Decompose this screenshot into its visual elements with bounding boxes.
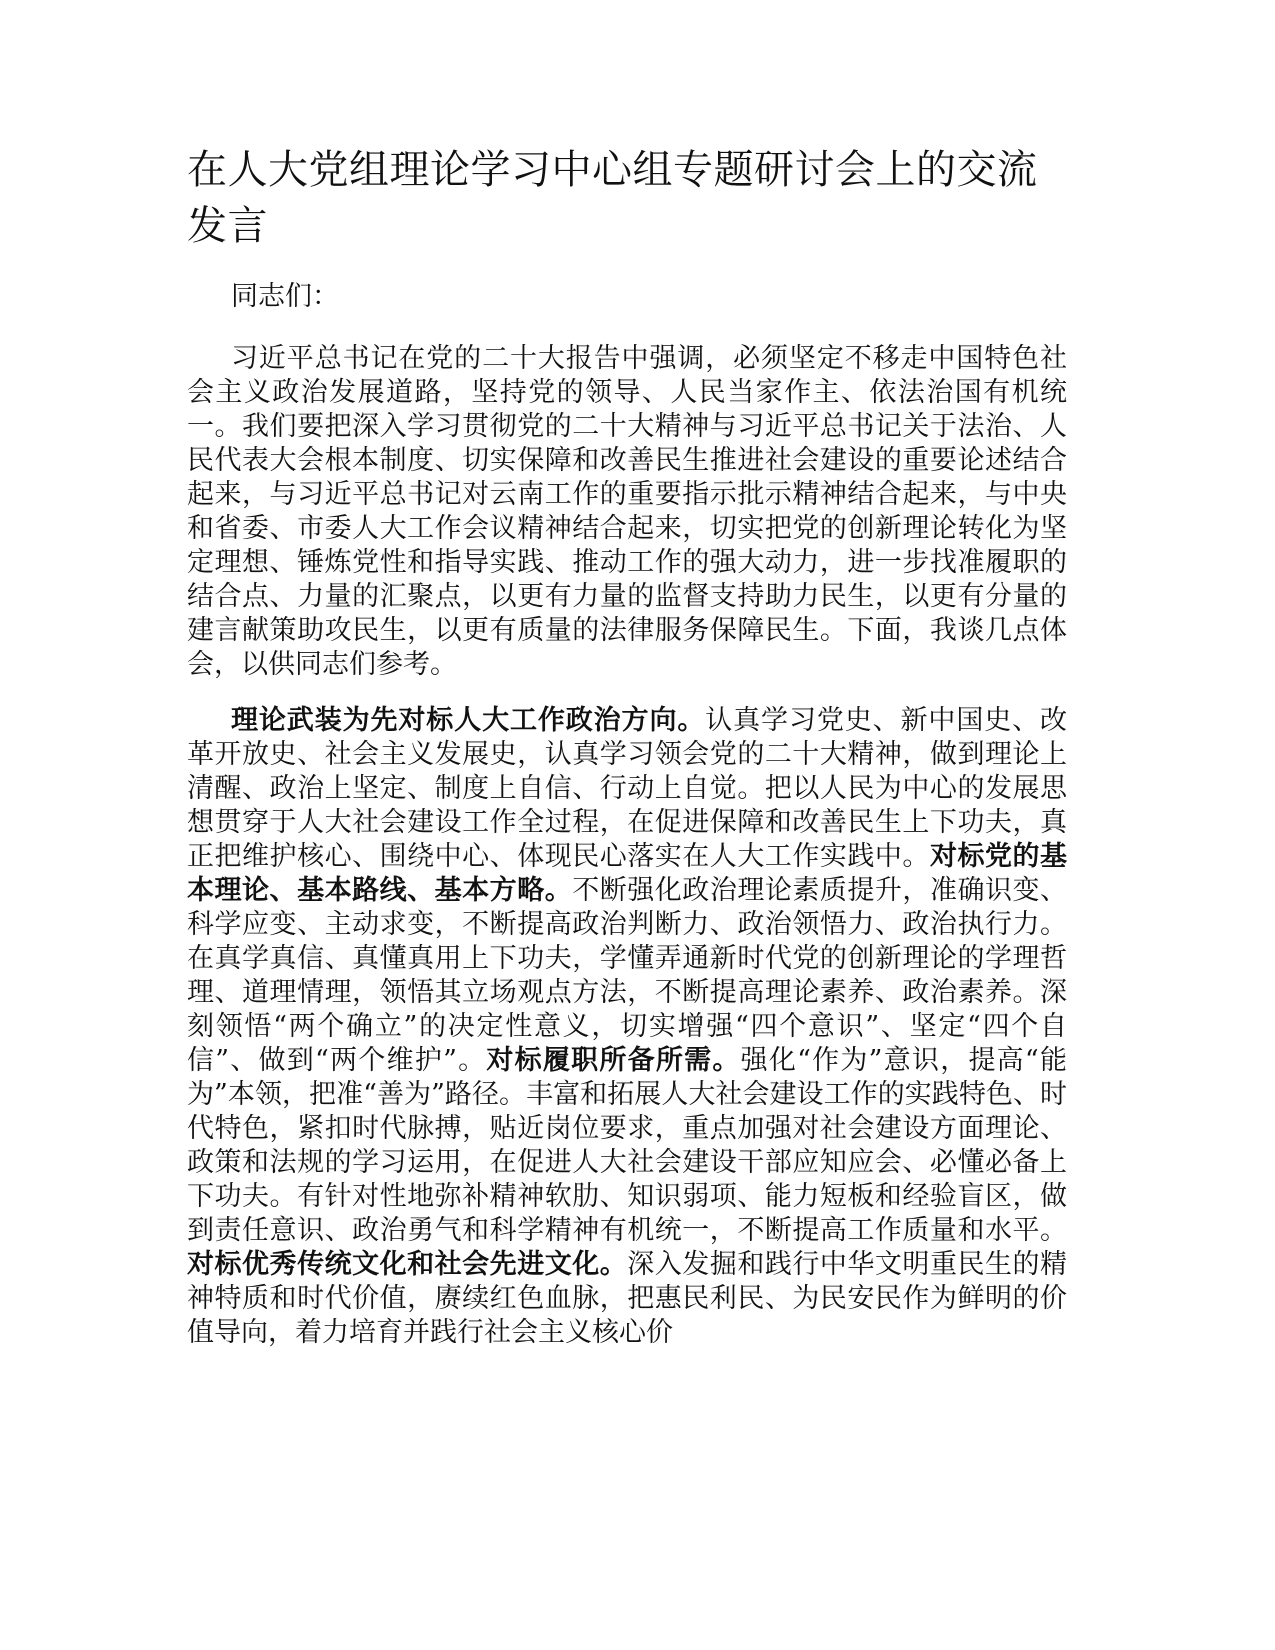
paragraph-theory — [187, 704, 1067, 1350]
body-text: 认真学习党史、新中国史、改革开放史、社会主义发展史，认真学习领会党的二十大精神，做到理论上清醒、政治上坚定、制度上自信、行动上自觉。把以人民为中心的发展思想贯穿于人大社会建设工作全过程，在促进保障和改善民生上下功夫，真正把维护核心、围绕中心、体现民心落实在人大工作实践中。 — [187, 705, 1068, 872]
subheading-duty-needs: 对标履职所备所需。 — [486, 1045, 741, 1076]
body-text: 不断强化政治理论素质提升，准确识变、科学应变、主动求变，不断提高政治判断力、政治领悟力、政治执行力。在真学真信、真懂真用上下功夫，学懂弄通新时代党的创新理论的学理哲理、道理情理，领悟其立场观点方法，不断提高理论素养、政治素养。深刻领悟“两个确立”的决定性意义，切实增强“四个意识”、坚定“四个自信”、做到“两个维护”。 — [187, 875, 1068, 1076]
body-text: 深入发掘和践行中华文明重民生的精神特质和时代价值，赓续红色血脉，把惠民利民、为民安民作为鲜明的价值导向，着力培育并践行社会主义核心价 — [187, 1249, 1068, 1348]
document-title: 在人大党组理论学习中心组专题研讨会上的交流发言 — [187, 147, 1038, 249]
salutation: 同志们： — [231, 281, 339, 312]
subheading-culture: 对标优秀传统文化和社会先进文化。 — [187, 1249, 628, 1280]
subheading-basic-theory: 对标党的基本理论、基本路线、基本方略。 — [187, 841, 1068, 906]
paragraph-intro: 习近平总书记在党的二十大报告中强调，必须坚定不移走中国特色社会主义政治发展道路，坚持党的领导、人民当家作主、依法治国有机统一。我们要把深入学习贯彻党的二十大精神与习近平总书记关于法治、人民代表大会根本制度、切实保障和改善民生推进社会建设的重要论述结合起来，与习近平总书记对云南工作的重要指示批示精神结合起来，与中央和省委、市委人大工作会议精神结合起来，切实把党的创新理论转化为坚定理想、锤炼党性和指导实践、推动工作的强大动力，进一步找准履职的结合点、力量的汇聚点，以更有力量的监督支持助力民生，以更有分量的建言献策助攻民生，以更有质量的法律服务保障民生。下面，我谈几点体会，以供同志们参考。 — [187, 343, 1067, 680]
body-text: 强化“作为”意识，提高“能为”本领，把准“善为”路径。丰富和拓展人大社会建设工作的实践特色、时代特色，紧扣时代脉搏，贴近岗位要求，重点加强对社会建设方面理论、政策和法规的学习运用，在促进人大社会建设干部应知应会、必懂必备上下功夫。有针对性地弥补精神软肋、知识弱项、能力短板和经验盲区，做到责任意识、政治勇气和科学精神有机统一，不断提高工作质量和水平。 — [187, 1045, 1067, 1246]
document-page — [187, 142, 1067, 1350]
section-heading: 理论武装为先对标人大工作政治方向。 — [231, 705, 706, 736]
